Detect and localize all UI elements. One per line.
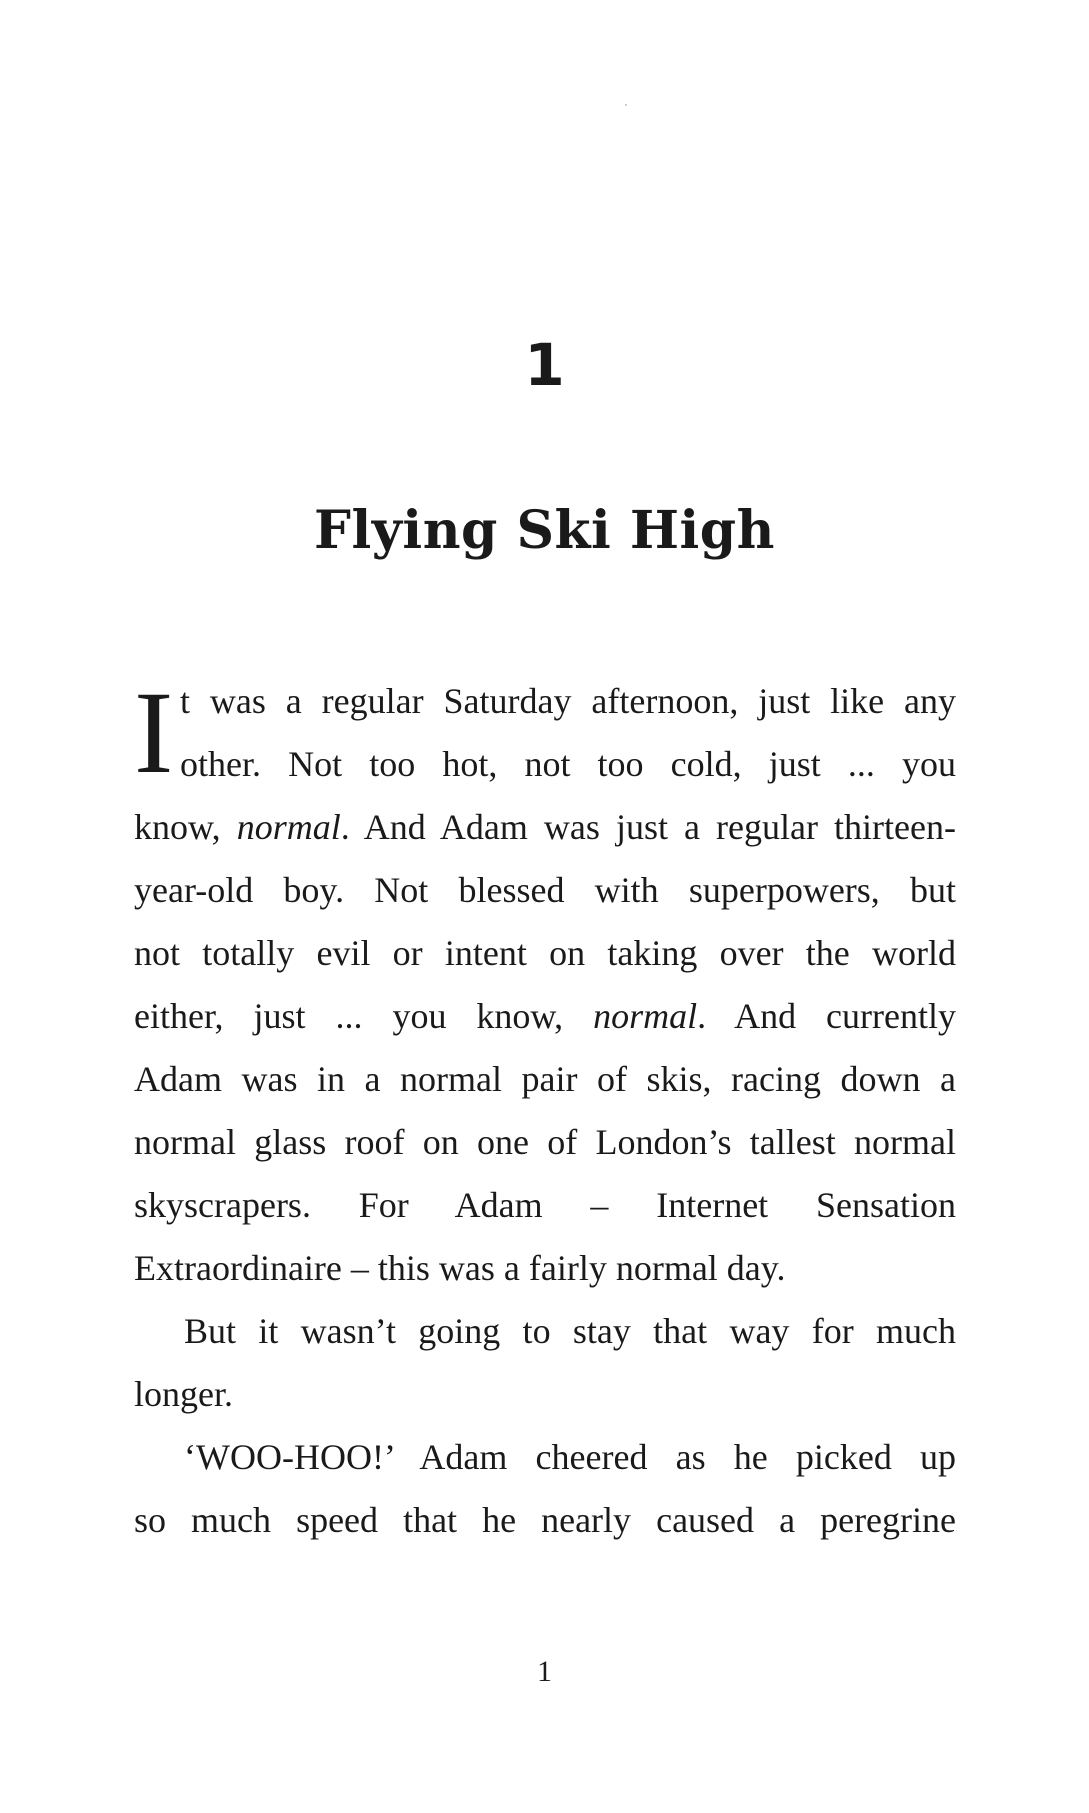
chapter-number: 1 (524, 331, 565, 399)
text-line: ‘WOO-HOO!’ Adam cheered as he picked up (184, 1437, 956, 1477)
text-line: longer. (134, 1374, 233, 1414)
text-line: normal glass roof on one of London’s tallest normal (134, 1122, 956, 1162)
text-line: skyscrapers. For Adam – Internet Sensation (134, 1185, 956, 1225)
chapter-title: Flying Ski High (314, 500, 775, 561)
emphasis: normal (593, 996, 698, 1036)
text-fragment: . And Adam was just a regular thirteen- (340, 807, 956, 847)
text-fragment: either, just ... you know, (134, 996, 594, 1036)
text-fragment: . And currently (697, 996, 956, 1036)
text-line (134, 985, 956, 1048)
text-line: not totally evil or intent on taking over the world (134, 933, 956, 973)
drop-cap: I (134, 667, 174, 798)
text-line: year-old boy. Not blessed with superpowers, but (134, 870, 956, 910)
paper-speck (625, 104, 627, 106)
text-line: Adam was in a normal pair of skis, racing down a (134, 1059, 956, 1099)
text-line: t was a regular Saturday afternoon, just like any (180, 681, 956, 721)
text-line: other. Not too hot, not too cold, just ... you (180, 744, 956, 784)
page-number: 1 (537, 1655, 552, 1688)
text-line: so much speed that he nearly caused a peregrine (134, 1500, 956, 1540)
text-line: But it wasn’t going to stay that way for much (184, 1311, 956, 1351)
text-fragment: know, (134, 807, 237, 847)
body-text (134, 667, 956, 1552)
text-line (134, 796, 956, 859)
emphasis: normal (236, 807, 341, 847)
text-line: Extraordinaire – this was a fairly normal day. (134, 1248, 786, 1288)
